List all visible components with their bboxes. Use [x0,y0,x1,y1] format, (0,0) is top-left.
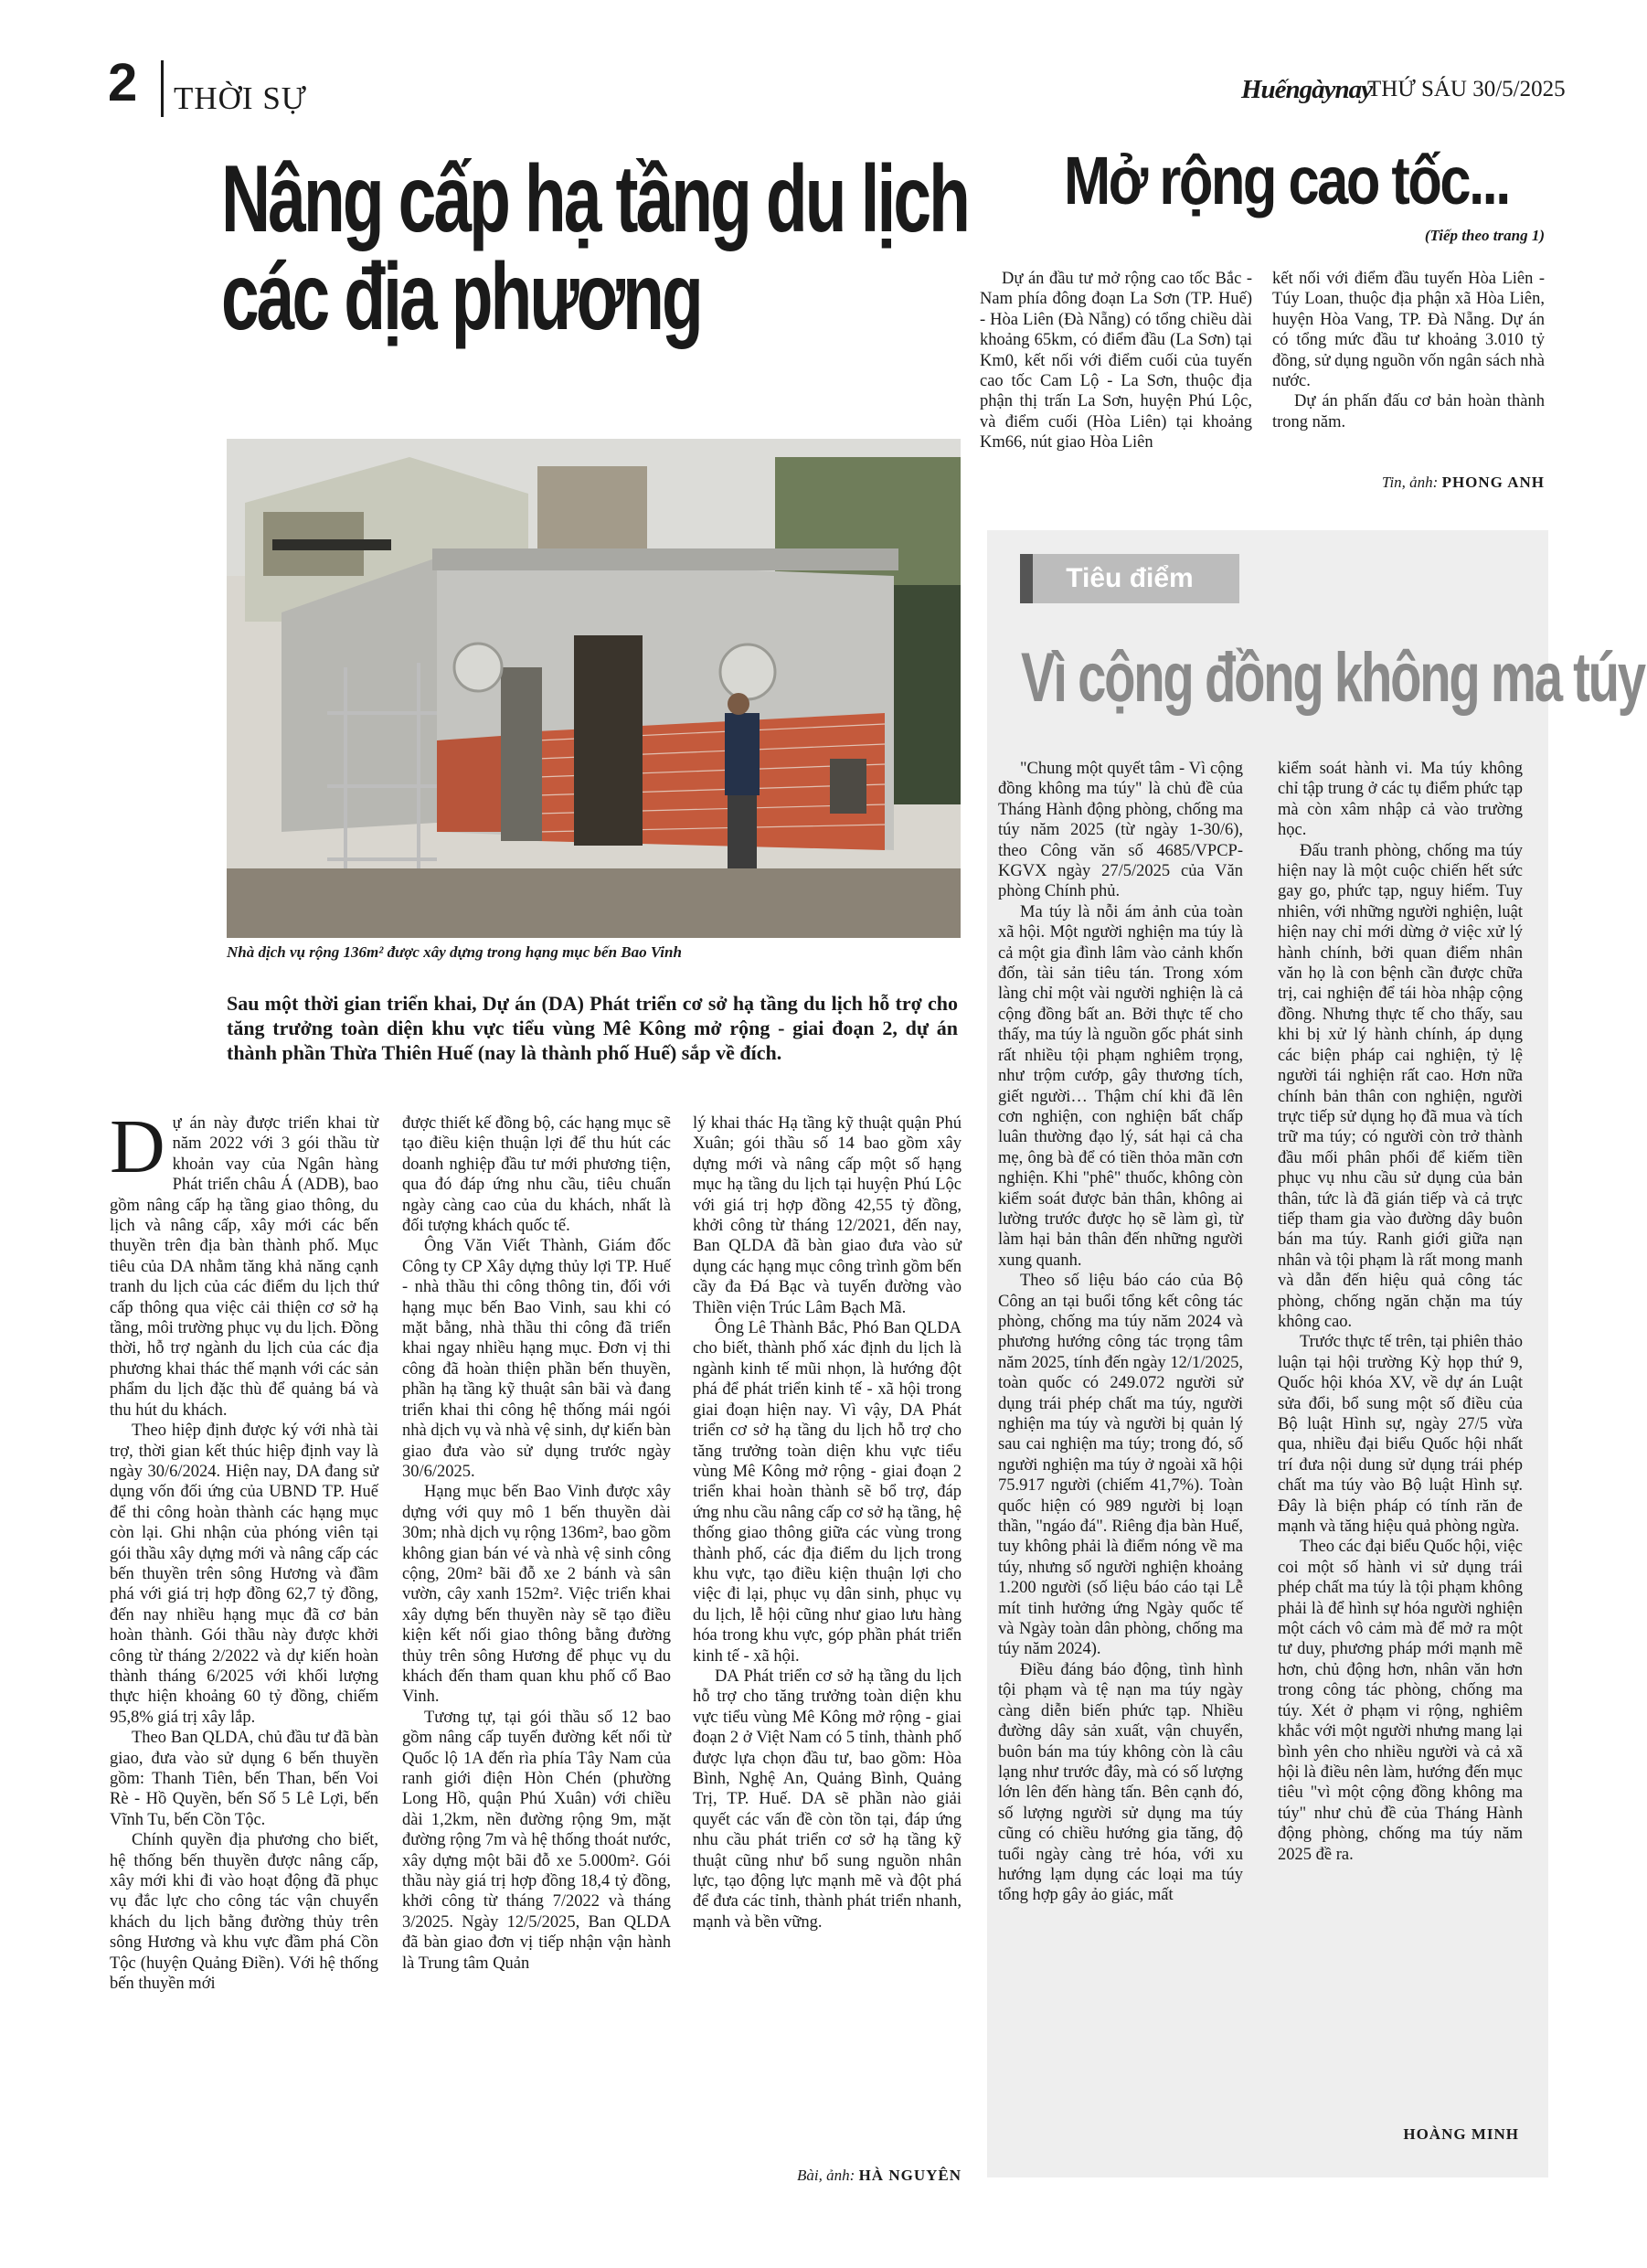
paragraph: Ông Văn Viết Thành, Giám đốc Công ty CP Xây dựng thủy lợi TP. Huế - nhà thầu thi công thông tin, đối với hạng mục bến Bao Vinh, sau khi có mặt bằng, nhà thầu thi công đã triển khai ngay nhiều hạng mục. Đơn vị thi công đã hoàn thiện phần bến thuyền, phần hạ tầng kỹ thuật sân bãi và đang triển khai thi công hệ thống mái ngói nhà dịch vụ và nhà vệ sinh, dự kiến bàn giao đưa vào sử dụng trước ngày 30/6/2025. [402,1237,671,1481]
focus-column-2 [1278,759,1523,1865]
issue-date: THỨ SÁU 30/5/2025 [1367,77,1566,101]
article-column-3 [693,1113,962,1933]
article-lead: Sau một thời gian triển khai, Dự án (DA) Phát triển cơ sở hạ tầng du lịch hỗ trợ cho tăng trưởng toàn diện khu vực tiểu vùng Mê Kông mở rộng - giai đoạn 2, dự án thành phần Thừa Thiên Huế (nay là thành phố Huế) sắp về đích. [227,992,958,1064]
paragraph: Theo Ban QLDA, chủ đầu tư đã bàn giao, đưa vào sử dụng 6 bến thuyền gồm: Thanh Tiên, bến Than, bến Voi Rè - Hồ Quyền, bến Số 5 Lê Lợi, bến Vĩnh Tu, bến Cồn Tộc. [110,1729,378,1829]
focus-byline: HOÀNG MINH [1403,2125,1519,2143]
side-column-2 [1272,269,1545,432]
focus-tag [1020,554,1239,603]
paragraph: DA Phát triển cơ sở hạ tầng du lịch hỗ trợ cho tăng trưởng toàn diện khu vực tiểu vùng Mê Kông mở rộng - giai đoạn 2 ở Việt Nam có 5 tỉnh, thành phố được lựa chọn đầu tư, bao gồm: Hòa Bình, Nghệ An, Quảng Bình, Quảng Trị, TP. Huế. DA sẽ phần nào giải quyết các vấn đề còn tồn tại, đáp ứng nhu cầu phát triển cơ sở hạ tầng kỹ thuật cũng như bổ sung nguồn nhân lực, tạo động lực mạnh mẽ và đột phá để đưa các tỉnh, thành phát triển nhanh, mạnh và bền vững. [693,1666,962,1932]
construction-photo [227,439,961,938]
paragraph: Hạng mục bến Bao Vinh được xây dựng với quy mô 1 bến thuyền dài 30m; nhà dịch vụ rộng 136m², bao gồm không gian bán vé và nhà vệ sinh công cộng, 20m² bãi đỗ xe 2 bánh và sân vườn, cây xanh 152m². Việc triển khai xây dựng bến thuyền này sẽ tạo điều kiện kết nối giao thông bằng đường thủy trên sông Hương để phục vụ du khách đến tham quan khu phố cổ Bao Vinh. [402,1483,671,1707]
paragraph: được thiết kế đồng bộ, các hạng mục sẽ tạo điều kiện thuận lợi để thu hút các doanh nghiệp đầu tư mới phương tiện, qua đó đáp ứng nhu cầu, tiêu chuẩn ngày càng cao của du khách, nhất là đối tượng khách quốc tế. [402,1114,671,1236]
paragraph: lý khai thác Hạ tầng kỹ thuật quận Phú Xuân; gói thầu số 14 bao gồm xây dựng mới và nâng cấp một số hạng mục hạ tầng du lịch tại huyện Phú Lộc với giá trị hợp đồng 42,55 tỷ đồng, khởi công từ tháng 12/2021, đến nay, Ban QLDA đã bàn giao đưa vào sử dụng các hạng mục công trình gồm bến cầy đa Đá Bạc và tuyến đường vào Thiền viện Trúc Lâm Bạch Mã. [693,1114,962,1317]
paragraph: Ma túy là nỗi ám ảnh của toàn xã hội. Một người nghiện ma túy là cả một gia đình lâm vào cảnh khốn đốn, tài sản tiêu tán. Trong xóm làng chỉ một vài người nghiện là cả cộng đồng bất an. Bởi thực tế cho thấy, ma túy là nguồn gốc phát sinh rất nhiều tội phạm nghiêm trọng, như trộm cướp, gây thương tích, giết người… Thậm chí khi đã lên cơn nghiện, con nghiện bất chấp luân thường đạo lý, sát hại cả cha mẹ, ông bà để có tiền thỏa mãn cơn nghiện. Khi "phê" thuốc, không còn kiểm soát được bản thân, không ai lường trước được họ sẽ làm gì, từ làm hại bản thân đến những người xung quanh. [998,902,1243,1270]
section-name: THỜI SỰ [174,80,307,116]
side-byline: Tin, ảnh: PHONG ANH [1381,474,1545,491]
paragraph: Theo số liệu báo cáo của Bộ Công an tại buổi tổng kết công tác phòng, chống ma túy năm 2024 và phương hướng công tác trọng tâm năm 2025, tính đến ngày 12/1/2025, toàn quốc có 249.072 người sử dụng trái phép chất ma túy, người nghiện ma túy và người bị quản lý sau cai nghiện ma túy; trong đó, số người nghiện ma túy ở ngoài xã hội 75.917 người (chiếm 41,7%). Toàn quốc hiện có 989 người bị loạn thần, "ngáo đá". Riêng địa bàn Huế, tuy không phải là điểm nóng về ma túy, nhưng số người nghiện khoảng 1.200 người (số liệu báo cáo tại Lễ mít tinh hưởng ứng Ngày quốc tế và Ngày toàn dân phòng, chống ma túy năm 2024). [998,1272,1243,1659]
paragraph: kết nối với điểm đầu tuyến Hòa Liên - Túy Loan, thuộc địa phận xã Hòa Liên, huyện Hòa Vang, TP. Đà Nẵng. Dự án có tổng mức đầu tư khoảng 3.010 tỷ đồng, sử dụng nguồn vốn ngân sách nhà nước. [1272,270,1545,391]
main-headline-line2: các địa phương [221,244,701,351]
main-byline: Bài, ảnh: HÀ NGUYÊN [797,2167,962,2184]
page-number: 2 [108,53,138,112]
paragraph: Theo các đại biểu Quốc hội, việc coi một số hành vi sử dụng trái phép chất ma túy là tội phạm không phải là để hình sự hóa người nghiện một cách vô cảm mà để mở ra một tư duy, phương pháp mới mạnh mẽ hơn, chủ động hơn, nhân văn hơn trong công tác phòng, chống ma túy. Xét ở phạm vi rộng, nghiêm khắc với một người nhưng mang lại bình yên cho nhiều người và cả xã hội là điều nên làm, hướng đến mục tiêu "vì một cộng đồng không ma túy" như chủ đề của Tháng Hành động phòng, chống ma túy năm 2025 đề ra. [1278,1538,1523,1864]
paragraph: Dự án đầu tư mở rộng cao tốc Bắc - Nam phía đông đoạn La Sơn (TP. Huế) - Hòa Liên (Đà Nẵng) có tổng chiều dài khoảng 65km, có điểm đầu (La Sơn) tại Km0, kết nối với điểm cuối của tuyến cao tốc Cam Lộ - La Sơn, thuộc địa phận thị trấn La Sơn, huyện Phú Lộc, và điểm cuối (Hòa Liên) tại khoảng Km66, nút giao Hòa Liên [980,270,1252,453]
paragraph: Trước thực tế trên, tại phiên thảo luận tại hội trường Kỳ họp thứ 9, Quốc hội khóa XV, về dự án Luật sửa đổi, bổ sung một số điều của Bộ luật Hình sự, ngày 27/5 vừa qua, nhiều đại biểu Quốc hội nhất trí đưa nội dung sử dụng trái phép chất ma túy vào Bộ luật Hình sự. Đây là biện pháp có tính răn đe mạnh và tăng hiệu quả phòng ngừa. [1278,1333,1523,1537]
focus-column-1 [998,759,1243,1906]
paragraph: Chính quyền địa phương cho biết, hệ thống bến thuyền được nâng cấp, xây mới khi đi vào hoạt động đã phục vụ đắc lực cho công tác vận chuyển khách du lịch bằng đường thủy trên sông Hương và khu vực đầm phá Cồn Tộc (huyện Quảng Điền). Với hệ thống bến thuyền mới [110,1831,378,1994]
drop-cap: D [110,1104,165,1189]
side-column-1 [980,269,1252,453]
paragraph: Ông Lê Thành Bắc, Phó Ban QLDA cho biết, thành phố xác định du lịch là ngành kinh tế mũi nhọn, là hướng đột phá để phát triển kinh tế - xã hội trong giai đoạn hiện nay. Vì vậy, DA Phát triển cơ sở hạ tầng du lịch hỗ trợ cho tăng trưởng toàn diện khu vực tiểu vùng Mê Kông mở rộng - giai đoạn 2 triển khai hoàn thành sẽ bổ trợ, đáp ứng nhu cầu nâng cấp cơ sở hạ tầng, hệ thống giao thông giữa các vùng trong thành phố, các địa điểm du lịch trong khu vực, tạo điều kiện thuận lợi cho việc đi lại, phục vụ dân sinh, phục vụ du lịch, lễ hội cũng như giao lưu hàng hóa trong khu vực, góp phần phát triển kinh tế - xã hội. [693,1319,962,1666]
paragraph: Dự án này được triển khai từ năm 2022 với 3 gói thầu từ khoản vay của Ngân hàng Phát triển châu Á (ADB), bao gồm nâng cấp hạ tầng giao thông, du lịch và nâng cấp, xây mới các bến thuyền trên địa bàn thành phố. Mục tiêu của DA nhằm tăng khả năng cạnh tranh du lịch của các điểm du lịch thứ cấp thông qua việc cải thiện cơ sở hạ tầng, môi trường phục vụ du lịch. Đồng thời, hỗ trợ ngành du lịch của các địa phương khai thác thế mạnh với các sản phẩm du lịch đặc thù để quảng bá và thu hút du khách. [110,1104,378,1420]
header-divider [161,60,164,117]
photo-caption: Nhà dịch vụ rộng 136m² được xây dựng trong hạng mục bến Bao Vinh [227,943,682,961]
continued-note: (Tiếp theo trang 1) [1424,227,1545,244]
article-column-2 [402,1113,671,1974]
paragraph: Tương tự, tại gói thầu số 12 bao gồm nâng cấp tuyến đường kết nối từ Quốc lộ 1A đến rìa phía Tây Nam của ranh giới điện Hòn Chén (phường Long Hồ, quận Phú Xuân) với chiều dài 1,2km, nền đường rộng 9m, mặt đường rộng 7m và hệ thống thoát nước, xây dựng một bãi đỗ xe 5.000m². Gói thầu này giá trị hợp đồng 18,4 tỷ đồng, khởi công từ tháng 7/2022 và tháng 3/2025. Ngày 12/5/2025, Ban QLDA đã bàn giao đơn vị tiếp nhận vận hành là Trung tâm Quản [402,1708,671,1973]
article-column-1 [110,1104,378,1994]
side-headline: Mở rộng cao tốc... [1064,143,1509,218]
construction-photo-illustration [227,439,961,938]
main-headline-line1: Nâng cấp hạ tầng du lịch [221,146,969,252]
focus-tag-label: Tiêu điểm [1066,563,1194,593]
paragraph: Theo hiệp định được ký với nhà tài trợ, thời gian kết thúc hiệp định vay là ngày 30/6/2024. Hiện nay, DA đang sử dụng vốn đối ứng của UBND TP. Huế để thi công hoàn thành các hạng mục còn lại. Ghi nhận của phóng viên tại gói thầu xây dựng mới và nâng cấp các bến thuyền trên sông Hương và đầm phá với giá trị hợp đồng 62,7 tỷ đồng, đến nay nhiều hạng mục đã cơ bản hoàn thành. Gói thầu này được khởi công từ tháng 2/2022 và dự kiến hoàn thành tháng 6/2025 với khối lượng thực hiện khoảng 60 tỷ đồng, chiếm 95,8% giá trị xây lắp. [110,1421,378,1727]
paragraph: kiểm soát hành vi. Ma túy không chỉ tập trung ở các tụ điểm phức tạp mà còn xâm nhập cả vào trường học. [1278,760,1523,840]
paragraph: "Chung một quyết tâm - Vì cộng đồng không ma túy" là chủ đề của Tháng Hành động phòng, chống ma túy năm 2025 (từ ngày 1-30/6), theo Công văn số 4685/VPCP-KGVX ngày 27/5/2025 của Văn phòng Chính phủ. [998,760,1243,901]
paragraph: Đấu tranh phòng, chống ma túy hiện nay là một cuộc chiến hết sức gay go, phức tạp, nguy hiểm. Tuy nhiên, với những người nghiện, luật hiện nay chỉ mới dừng ở việc xử lý hành chính, bởi quan điểm nhân văn họ là con bệnh cần được chữa trị, cai nghiện để tái hòa nhập cộng đồng. Nhưng thực tế cho thấy, sau khi bị xử lý hành chính, áp dụng các biện pháp cai nghiện, tỷ lệ người tái nghiện rất cao. Hơn nữa chính bản thân con nghiện, người trực tiếp sử dụng họ đã mua và tích trữ ma túy; có người còn trở thành đầu mối phân phối để kiếm tiền phục vụ nhu cầu sử dụng của bản thân, tức là đã gián tiếp và cả trực tiếp tham gia vào đường dây buôn bán ma túy. Ranh giới giữa nạn nhân và tội phạm là rất mong manh và dẫn đến hiệu quả công tác phòng, chống ngăn chặn ma túy không cao. [1278,841,1523,1331]
paragraph: Dự án phấn đấu cơ bản hoàn thành trong năm. [1272,392,1545,431]
paragraph: Điều đáng báo động, tình hình tội phạm và tệ nạn ma túy ngày càng diễn biến phức tạp. Nhiều đường dây sản xuất, vận chuyển, buôn bán ma túy không còn là câu lạng như trước đây, mà có số lượng lớn lên đến hàng tấn. Bên cạnh đó, số lượng người sử dụng ma túy cũng có chiều hướng gia tăng, độ tuổi ngày càng trẻ hóa, với xu hướng lạm dụng các loại ma túy tổng hợp gây ảo giác, mất [998,1660,1243,1905]
masthead-logo: Huếngàynay [1241,75,1373,104]
focus-headline: Vì cộng đồng không ma túy [1021,639,1644,717]
main-headline [221,146,969,351]
